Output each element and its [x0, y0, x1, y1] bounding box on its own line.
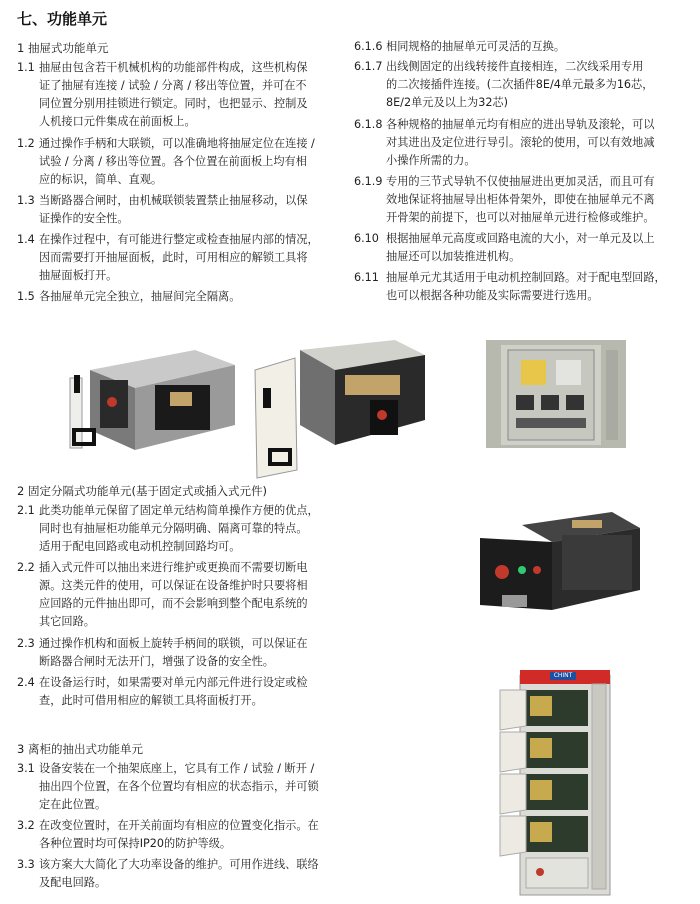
item-text-line: 在操作过程中，有可能进行整定或检查抽屉内部的情况， — [39, 232, 319, 246]
item-number: 3.2 — [17, 819, 35, 833]
cabinet-brand-badge: CHINT — [553, 672, 573, 679]
list-item — [17, 59, 347, 133]
list-item — [17, 559, 347, 633]
drawer-unit-photo-2 — [245, 330, 430, 480]
item-number: 1.5 — [17, 289, 35, 303]
item-number: 2.4 — [17, 675, 35, 689]
item-text-line: 各抽屉单元完全独立，抽屉间完全隔离。 — [39, 289, 241, 303]
list-item — [17, 760, 347, 815]
item-text-line: 抽出四个位置，在各个位置均有相应的状态指示，并可锁 — [39, 780, 319, 793]
item-number: 1.3 — [17, 193, 35, 207]
item-text-line: 在改变位置时，在开关前面均有相应的位置变化指示。在 — [39, 819, 319, 833]
item-text-line: 对其进出及定位进行导引。滚轮的使用，可以有效地减 — [386, 135, 655, 149]
item-text-line: 其它回路。 — [39, 615, 95, 629]
item-text-line: 应回路的元件抽出即可，而不会影响到整个配电系统的 — [39, 597, 308, 611]
item-text-line: 通过操作机构和面板上旋转手柄间的联锁，可以保证在 — [39, 636, 308, 650]
item-number: 6.1.6 — [354, 40, 383, 53]
item-text-line: 开骨架的前提下，也可以对抽屉单元进行检修或维护。 — [386, 210, 655, 224]
item-text-line: 插入式元件可以抽出来进行维护或更换而不需要切断电 — [39, 561, 308, 575]
list-item — [17, 135, 347, 190]
item-text-line: 抽屉单元尤其适用于电动机控制回路。对于配电型回路， — [386, 270, 666, 284]
section-1-heading: 1 抽屉式功能单元 — [17, 41, 109, 55]
item-text-line: 此类功能单元保留了固定单元结构简单操作方便的优点， — [39, 504, 319, 517]
list-item — [354, 269, 694, 306]
item-text-line: 8E/2单元及以上为32芯) — [386, 96, 508, 110]
item-text-line: 抽屉由包含若干机械机构的功能部件构成，这些机构保 — [39, 61, 308, 74]
item-text-line: 抽屉面板打开。 — [39, 268, 118, 282]
item-text-line: 小操作所需的力。 — [386, 153, 476, 167]
item-number: 3.1 — [17, 762, 35, 775]
list-item — [17, 856, 347, 893]
item-text-line: 证操作的安全性。 — [39, 211, 129, 225]
item-number: 2.3 — [17, 636, 35, 650]
item-text-line: 适用于配电回路或电动机控制回路均可。 — [39, 540, 241, 553]
item-number: 3.3 — [17, 858, 35, 871]
item-text-line: 应的标识，简单、直观。 — [39, 172, 163, 186]
item-number: 6.1.9 — [354, 174, 383, 188]
item-text-line: 出线侧固定的出线转接件直接相连，二次线采用专用 — [386, 60, 644, 74]
item-text-line: 相同规格的抽屉单元可灵活的互换。 — [386, 40, 566, 53]
item-text-line: 根据抽屉单元高度或回路电流的大小，对一单元及以上 — [386, 232, 655, 245]
item-number: 1.2 — [17, 136, 35, 150]
list-item — [354, 58, 694, 113]
item-number: 6.11 — [354, 270, 379, 284]
item-text-line: 人机接口元件集成在前面板上。 — [39, 115, 196, 128]
item-text-line: 当断路器合闸时，由机械联锁装置禁止抽屉移动，以保 — [39, 193, 308, 207]
list-item — [17, 817, 347, 854]
page-title: 七、功能单元 — [17, 10, 108, 28]
list-item — [17, 231, 347, 286]
list-item — [354, 38, 694, 56]
item-text-line: 查，此时可借用相应的解锁工具将面板打开。 — [39, 693, 263, 707]
item-text-line: 断路器合闸时无法开门，增强了设备的安全性。 — [39, 654, 274, 668]
item-text-line: 定在此位置。 — [39, 798, 107, 811]
item-text-line: 同时也有抽屉柜功能单元分隔明确、隔离可靠的特点。 — [39, 522, 308, 535]
item-number: 2.2 — [17, 561, 35, 575]
item-text-line: 及配电回路。 — [39, 876, 107, 889]
item-number: 1.1 — [17, 61, 35, 74]
item-text-line: 试验 / 分离 / 移出等位置。各个位置在前面板上均有相 — [39, 154, 307, 168]
item-text-line: 在设备运行时，如果需要对单元内部元件进行设定或检 — [39, 675, 308, 689]
list-item — [354, 173, 694, 228]
item-text-line: 效地保证将抽屉导出柜体骨架外，即使在抽屉单元不离 — [386, 192, 655, 206]
list-item — [17, 635, 347, 672]
item-text-line: 该方案大大简化了大功率设备的维护。可用作进线、联络 — [39, 858, 319, 871]
withdrawable-cabinet-photo — [480, 660, 630, 900]
list-item — [17, 502, 347, 557]
item-text-line: 因而需要打开抽屉面板，此时，可用相应的解锁工具将 — [39, 250, 308, 264]
item-text-line: 的二次接插件连接。(二次插件8E/4单元最多为16芯， — [386, 78, 654, 92]
list-item — [17, 288, 347, 306]
section-3-heading: 3 离柜的抽出式功能单元 — [17, 742, 143, 756]
item-text-line: 源。这类元件的使用，可以保证在设备维护时只要将相 — [39, 579, 308, 593]
list-item — [354, 230, 694, 267]
item-text-line: 同位置分别用挂锁进行锁定。同时，也把显示、控制及 — [39, 97, 308, 110]
item-text-line: 各种规格的抽屉单元均有相应的进出导轨及滚轮，可以 — [386, 117, 655, 131]
section-2-heading: 2 固定分隔式功能单元(基于固定式或插入式元件) — [17, 484, 267, 498]
item-number: 2.1 — [17, 504, 35, 517]
item-text-line: 专用的三节式导轨不仅使抽屉进出更加灵活，而且可有 — [386, 174, 655, 188]
list-item — [17, 674, 347, 711]
item-text-line: 通过操作手柄和大联锁，可以准确地将抽屉定位在连接 / — [39, 136, 315, 150]
drawer-unit-photo-1 — [60, 330, 245, 465]
item-number: 6.10 — [354, 232, 379, 245]
item-number: 6.1.8 — [354, 117, 383, 131]
item-text-line: 证了抽屉有连接 / 试验 / 分离 / 移出等位置，并可在不 — [39, 79, 307, 92]
item-text-line: 抽屉还可以加装推进机构。 — [386, 250, 521, 263]
item-text-line: 各种位置时均可保持IP20的防护等级。 — [39, 837, 232, 851]
item-number: 1.4 — [17, 232, 35, 246]
plug-in-unit-photo — [472, 500, 642, 630]
list-item — [354, 116, 694, 171]
fixed-unit-interior-photo — [486, 340, 626, 448]
list-item — [17, 192, 347, 229]
item-text-line: 设备安装在一个抽架底座上，它具有工作 / 试验 / 断开 / — [39, 762, 315, 775]
item-number: 6.1.7 — [354, 60, 383, 74]
item-text-line: 也可以根据各种功能及实际需要进行选用。 — [386, 288, 599, 302]
